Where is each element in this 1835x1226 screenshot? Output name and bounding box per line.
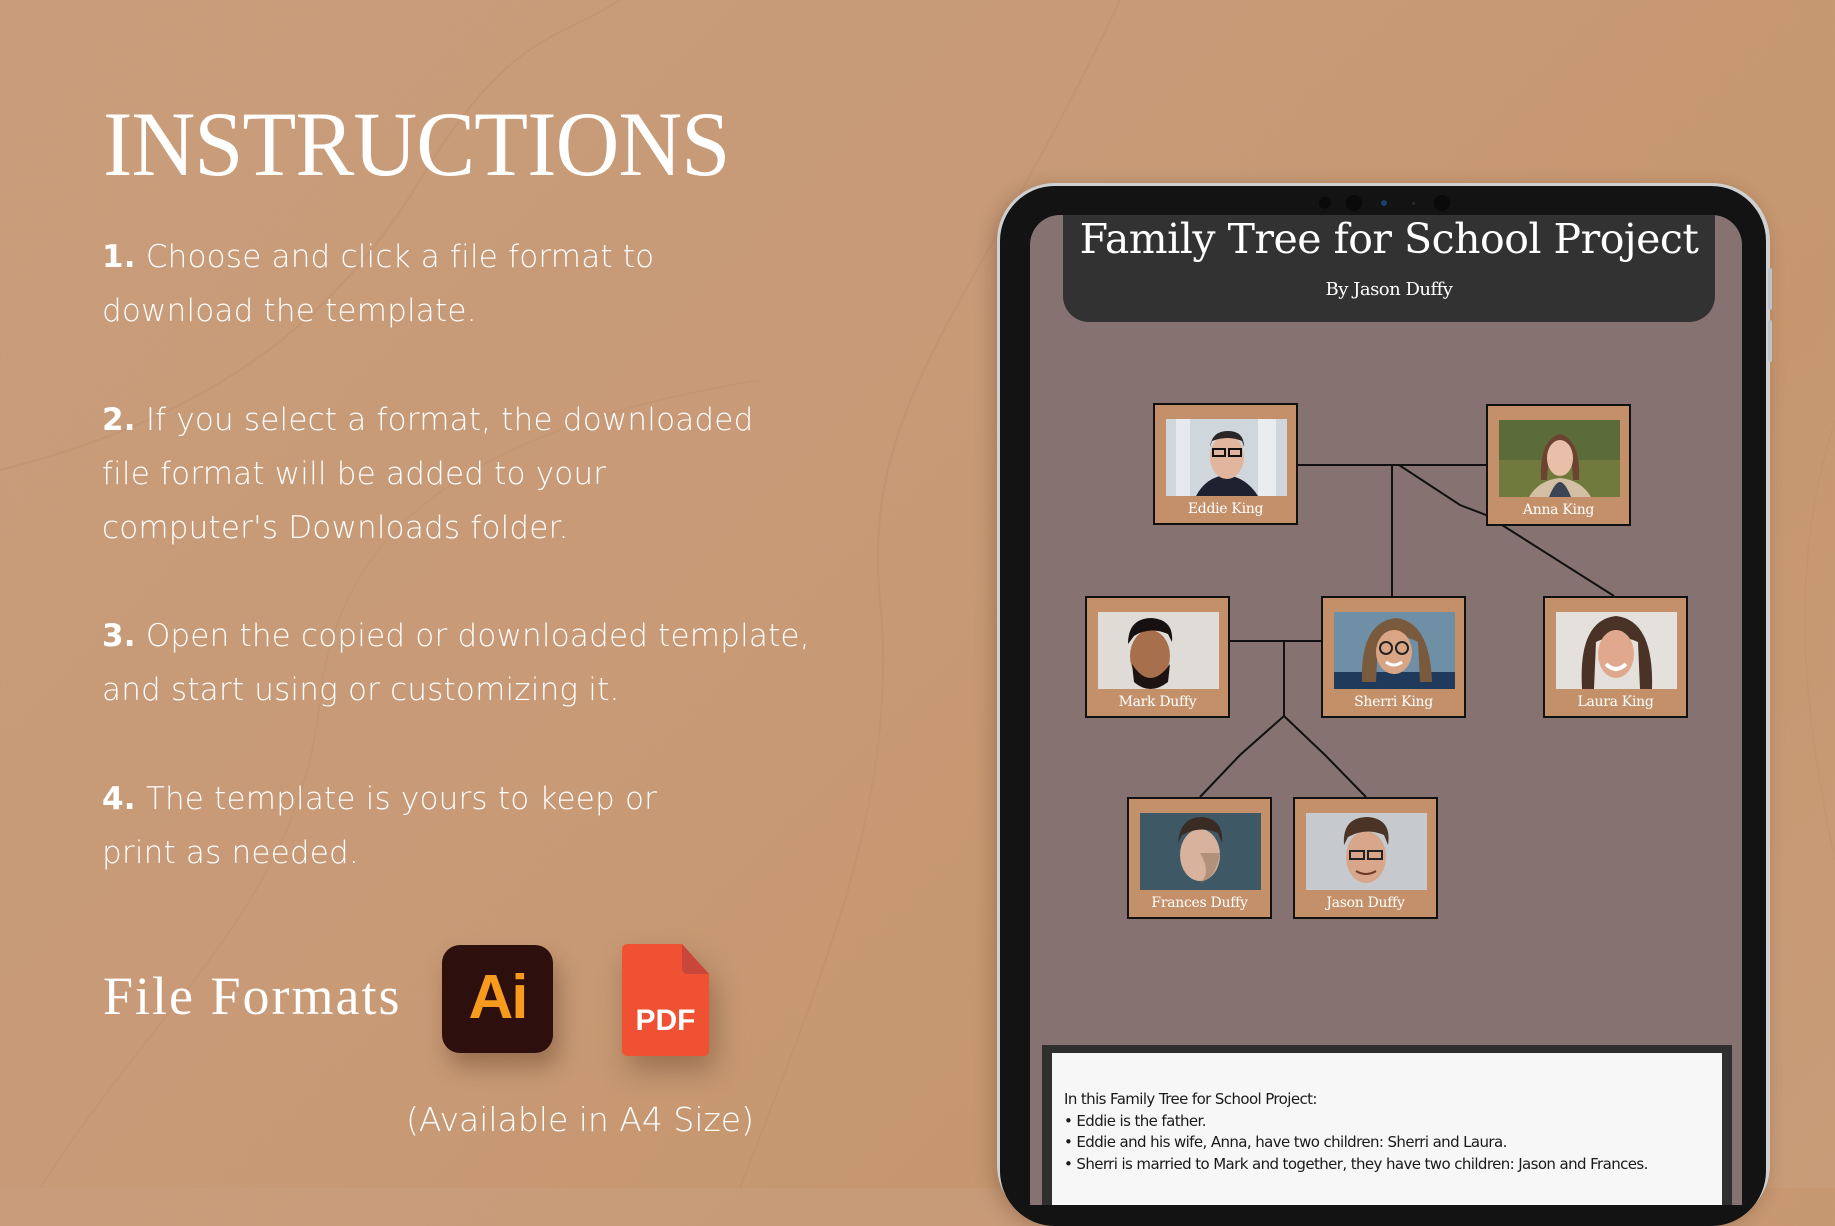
sensor-icon [1412, 202, 1415, 205]
info-bullet: • Eddie is the father. [1064, 1111, 1206, 1130]
step-number: 1. [102, 239, 136, 275]
ai-icon: Ai [468, 962, 527, 1032]
info-box [1042, 1045, 1732, 1205]
photo-mark [1098, 612, 1219, 689]
sensor-icon [1434, 195, 1450, 211]
photo-sherri [1334, 612, 1455, 689]
step-text: and start using or customizing it. [102, 672, 620, 708]
sensor-icon [1346, 195, 1362, 211]
availability-note: (Available in A4 Size) [406, 1100, 754, 1139]
member-name: Eddie King [1187, 501, 1264, 517]
info-bullet: • Sherri is married to Mark and together, they have two children: Jason and Frances. [1064, 1154, 1648, 1173]
photo-eddie [1166, 419, 1287, 496]
sensor-icon [1319, 197, 1331, 209]
step-text: Choose and click a file format to [145, 239, 655, 275]
family-member-card-mark[interactable] [1085, 596, 1230, 718]
ai-format-button[interactable] [442, 945, 553, 1053]
step-number: 2. [102, 402, 136, 438]
file-formats-label: File Formats [103, 966, 402, 1026]
photo-anna [1499, 420, 1620, 497]
photo-jason [1306, 813, 1427, 890]
instruction-step-1 [102, 230, 654, 338]
family-member-card-jason[interactable] [1293, 797, 1438, 919]
step-number: 3. [102, 618, 136, 654]
tablet-volume-down-button [1768, 320, 1772, 362]
step-text: download the template. [102, 293, 477, 329]
member-name: Laura King [1577, 694, 1654, 710]
photo-laura [1556, 612, 1677, 689]
member-name: Mark Duffy [1118, 694, 1197, 710]
instruction-step-4 [102, 772, 657, 880]
family-member-card-laura[interactable] [1543, 596, 1688, 718]
family-member-card-eddie[interactable] [1153, 403, 1298, 525]
member-name: Jason Duffy [1326, 895, 1405, 911]
member-name: Frances Duffy [1151, 895, 1248, 911]
document-header [1063, 215, 1715, 322]
step-text: print as needed. [102, 835, 359, 871]
member-name: Sherri King [1354, 694, 1433, 710]
step-text: If you select a format, the downloaded [145, 402, 754, 438]
info-bullet: • Eddie and his wife, Anna, have two children: Sherri and Laura. [1064, 1133, 1507, 1151]
document-title: Family Tree for School Project [1079, 215, 1699, 263]
info-heading: In this Family Tree for School Project: [1064, 1090, 1317, 1108]
tablet-volume-up-button [1768, 268, 1772, 310]
instruction-step-2 [102, 393, 753, 555]
tablet-screen [1030, 215, 1742, 1205]
photo-frances [1140, 813, 1261, 890]
step-number: 4. [102, 781, 136, 817]
member-name: Anna King [1522, 502, 1595, 518]
step-text: computer's Downloads folder. [102, 510, 569, 546]
pdf-label: PDF [635, 1004, 696, 1037]
pdf-format-button[interactable] [622, 944, 709, 1056]
camera-icon [1381, 200, 1387, 206]
step-text: file format will be added to your [102, 456, 607, 492]
family-member-card-anna[interactable] [1486, 404, 1631, 526]
document-author: By Jason Duffy [1325, 279, 1453, 300]
step-text: Open the copied or downloaded template, [145, 618, 810, 654]
family-member-card-sherri[interactable] [1321, 596, 1466, 718]
step-text: The template is yours to keep or [145, 781, 658, 817]
instruction-step-3 [102, 609, 810, 717]
instructions-title: INSTRUCTIONS [103, 93, 730, 195]
family-member-card-frances[interactable] [1127, 797, 1272, 919]
